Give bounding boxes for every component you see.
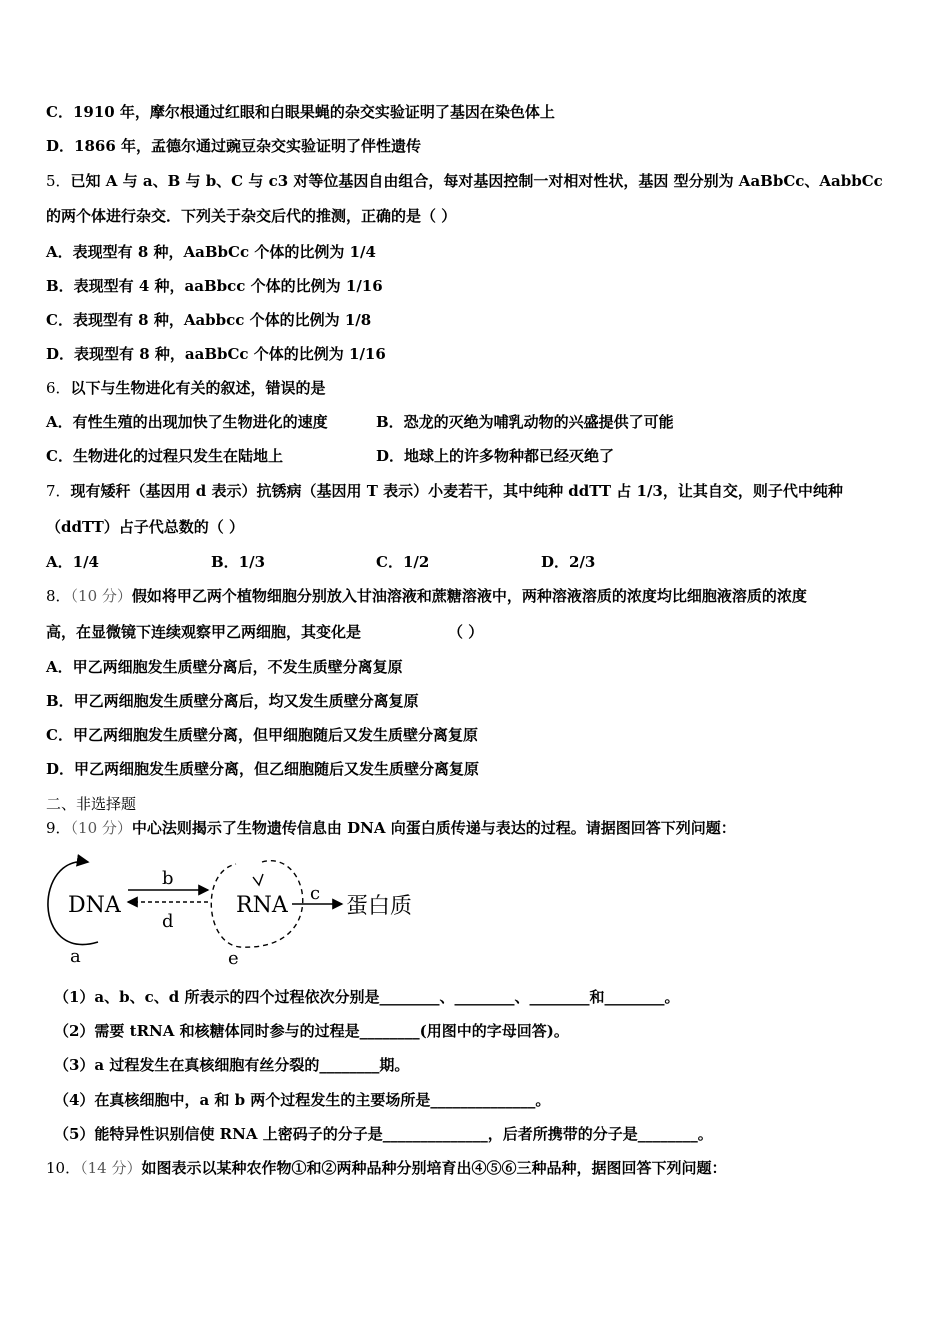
q7-number: 7． [46, 482, 71, 500]
process-d-label: d [162, 911, 174, 932]
q9-sub2: （2）需要 tRNA 和核糖体同时参与的过程是________(用图中的字母回答)。 [54, 1022, 569, 1040]
q5-option-d: D．表现型有 8 种，aaBbCc 个体的比例为 1/16 [46, 345, 386, 363]
q7-stem-line1 [46, 481, 843, 501]
q9-sub5: （5）能特异性识别信使 RNA 上密码子的分子是______________，后者所携带的分子是________。 [54, 1125, 713, 1143]
q5-stem-line1 [46, 171, 883, 191]
q6-number: 6． [46, 379, 71, 397]
q9-sub3: （3）a 过程发生在真核细胞有丝分裂的________期。 [54, 1056, 410, 1074]
q5-option-a: A．表现型有 8 种，AaBbCc 个体的比例为 1/4 [46, 243, 376, 261]
q4-option-c: C．1910 年，摩尔根通过红眼和白眼果蝇的杂交实验证明了基因在染色体上 [46, 103, 555, 121]
process-b-label: b [162, 868, 174, 889]
q8-number: 8． [46, 587, 71, 605]
q8-option-c: C．甲乙两细胞发生质壁分离，但甲细胞随后又发生质壁分离复原 [46, 726, 478, 744]
q7-stem-text1: 现有矮秆（基因用 d 表示）抗锈病（基因用 T 表示）小麦若干，其中纯种 ddTT 占 1/3，让其自交，则子代中纯种 [70, 482, 843, 500]
q9-sub4: （4）在真核细胞中，a 和 b 两个过程发生的主要场所是______________。 [54, 1091, 551, 1109]
q7-option-d: D．2/3 [541, 553, 596, 571]
q9-sub1: （1）a、b、c、d 所表示的四个过程依次分别是________、________、________和________。 [54, 988, 680, 1006]
q7-option-a: A．1/4 [46, 553, 99, 571]
q5-stem-text1: 已知 A 与 a、B 与 b、C 与 c3 对等位基因自由组合，每对基因控制一对相对性状，基因 型分别为 AaBbCc、AabbCc [70, 172, 883, 190]
q9-points: （10 分） [70, 819, 132, 837]
q10-stem [46, 1158, 726, 1178]
q9-stem [46, 818, 736, 838]
q9-number: 9． [46, 819, 71, 837]
q5-number: 5． [46, 172, 71, 190]
q6-stem [46, 378, 326, 398]
q7-stem-line2: （ddTT）占子代总数的（ ） [46, 518, 244, 536]
process-c-label: c [310, 883, 321, 904]
section-heading: 二、非选择题 [46, 795, 137, 813]
q7-option-b: B．1/3 [211, 553, 266, 571]
q10-points: （14 分） [80, 1159, 142, 1177]
q8-stem-line1 [46, 586, 807, 606]
q10-stem-text: 如图表示以某种农作物①和②两种品种分别培育出④⑤⑥三种品种，据图回答下列问题： [141, 1159, 727, 1177]
q6-option-c: C．生物进化的过程只发生在陆地上 [46, 447, 283, 465]
q5-stem-line2: 的两个体进行杂交．下列关于杂交后代的推测，正确的是（ ） [46, 207, 457, 225]
q8-stem-text1: 假如将甲乙两个植物细胞分别放入甘油溶液和蔗糖溶液中，两种溶液溶质的浓度均比细胞液溶质的浓度 [131, 587, 807, 605]
process-e-arrowhead [253, 874, 263, 885]
q5-option-b: B．表现型有 4 种，aaBbcc 个体的比例为 1/16 [46, 277, 383, 295]
q7-option-c: C．1/2 [376, 553, 430, 571]
q8-option-a: A．甲乙两细胞发生质壁分离后，不发生质壁分离复原 [46, 658, 403, 676]
protein-label: 蛋白质 [346, 894, 413, 919]
q6-stem-text: 以下与生物进化有关的叙述，错误的是 [70, 379, 326, 397]
q6-option-b: B．恐龙的灭绝为哺乳动物的兴盛提供了可能 [376, 413, 674, 431]
q6-option-a: A．有性生殖的出现加快了生物进化的速度 [46, 413, 328, 431]
dna-label: DNA [68, 893, 121, 918]
q9-stem-text: 中心法则揭示了生物遗传信息由 DNA 向蛋白质传递与表达的过程。请据图回答下列问题： [131, 819, 736, 837]
q10-number: 10． [46, 1159, 81, 1177]
process-a-label: a [70, 946, 81, 967]
q6-option-d: D．地球上的许多物种都已经灭绝了 [376, 447, 615, 465]
central-dogma-diagram [40, 852, 440, 970]
q5-option-c: C．表现型有 8 种，Aabbcc 个体的比例为 1/8 [46, 311, 372, 329]
q8-stem-line2: 高，在显微镜下连续观察甲乙两细胞，其变化是 [46, 623, 362, 641]
process-e-label: e [228, 948, 239, 969]
q8-points: （10 分） [70, 587, 132, 605]
rna-label: RNA [236, 893, 288, 918]
q4-option-d: D．1866 年，孟德尔通过豌豆杂交实验证明了伴性遗传 [46, 137, 421, 155]
q8-option-d: D．甲乙两细胞发生质壁分离，但乙细胞随后又发生质壁分离复原 [46, 760, 480, 778]
q8-answer-paren: （ ） [448, 623, 484, 641]
q8-option-b: B．甲乙两细胞发生质壁分离后，均又发生质壁分离复原 [46, 692, 419, 710]
